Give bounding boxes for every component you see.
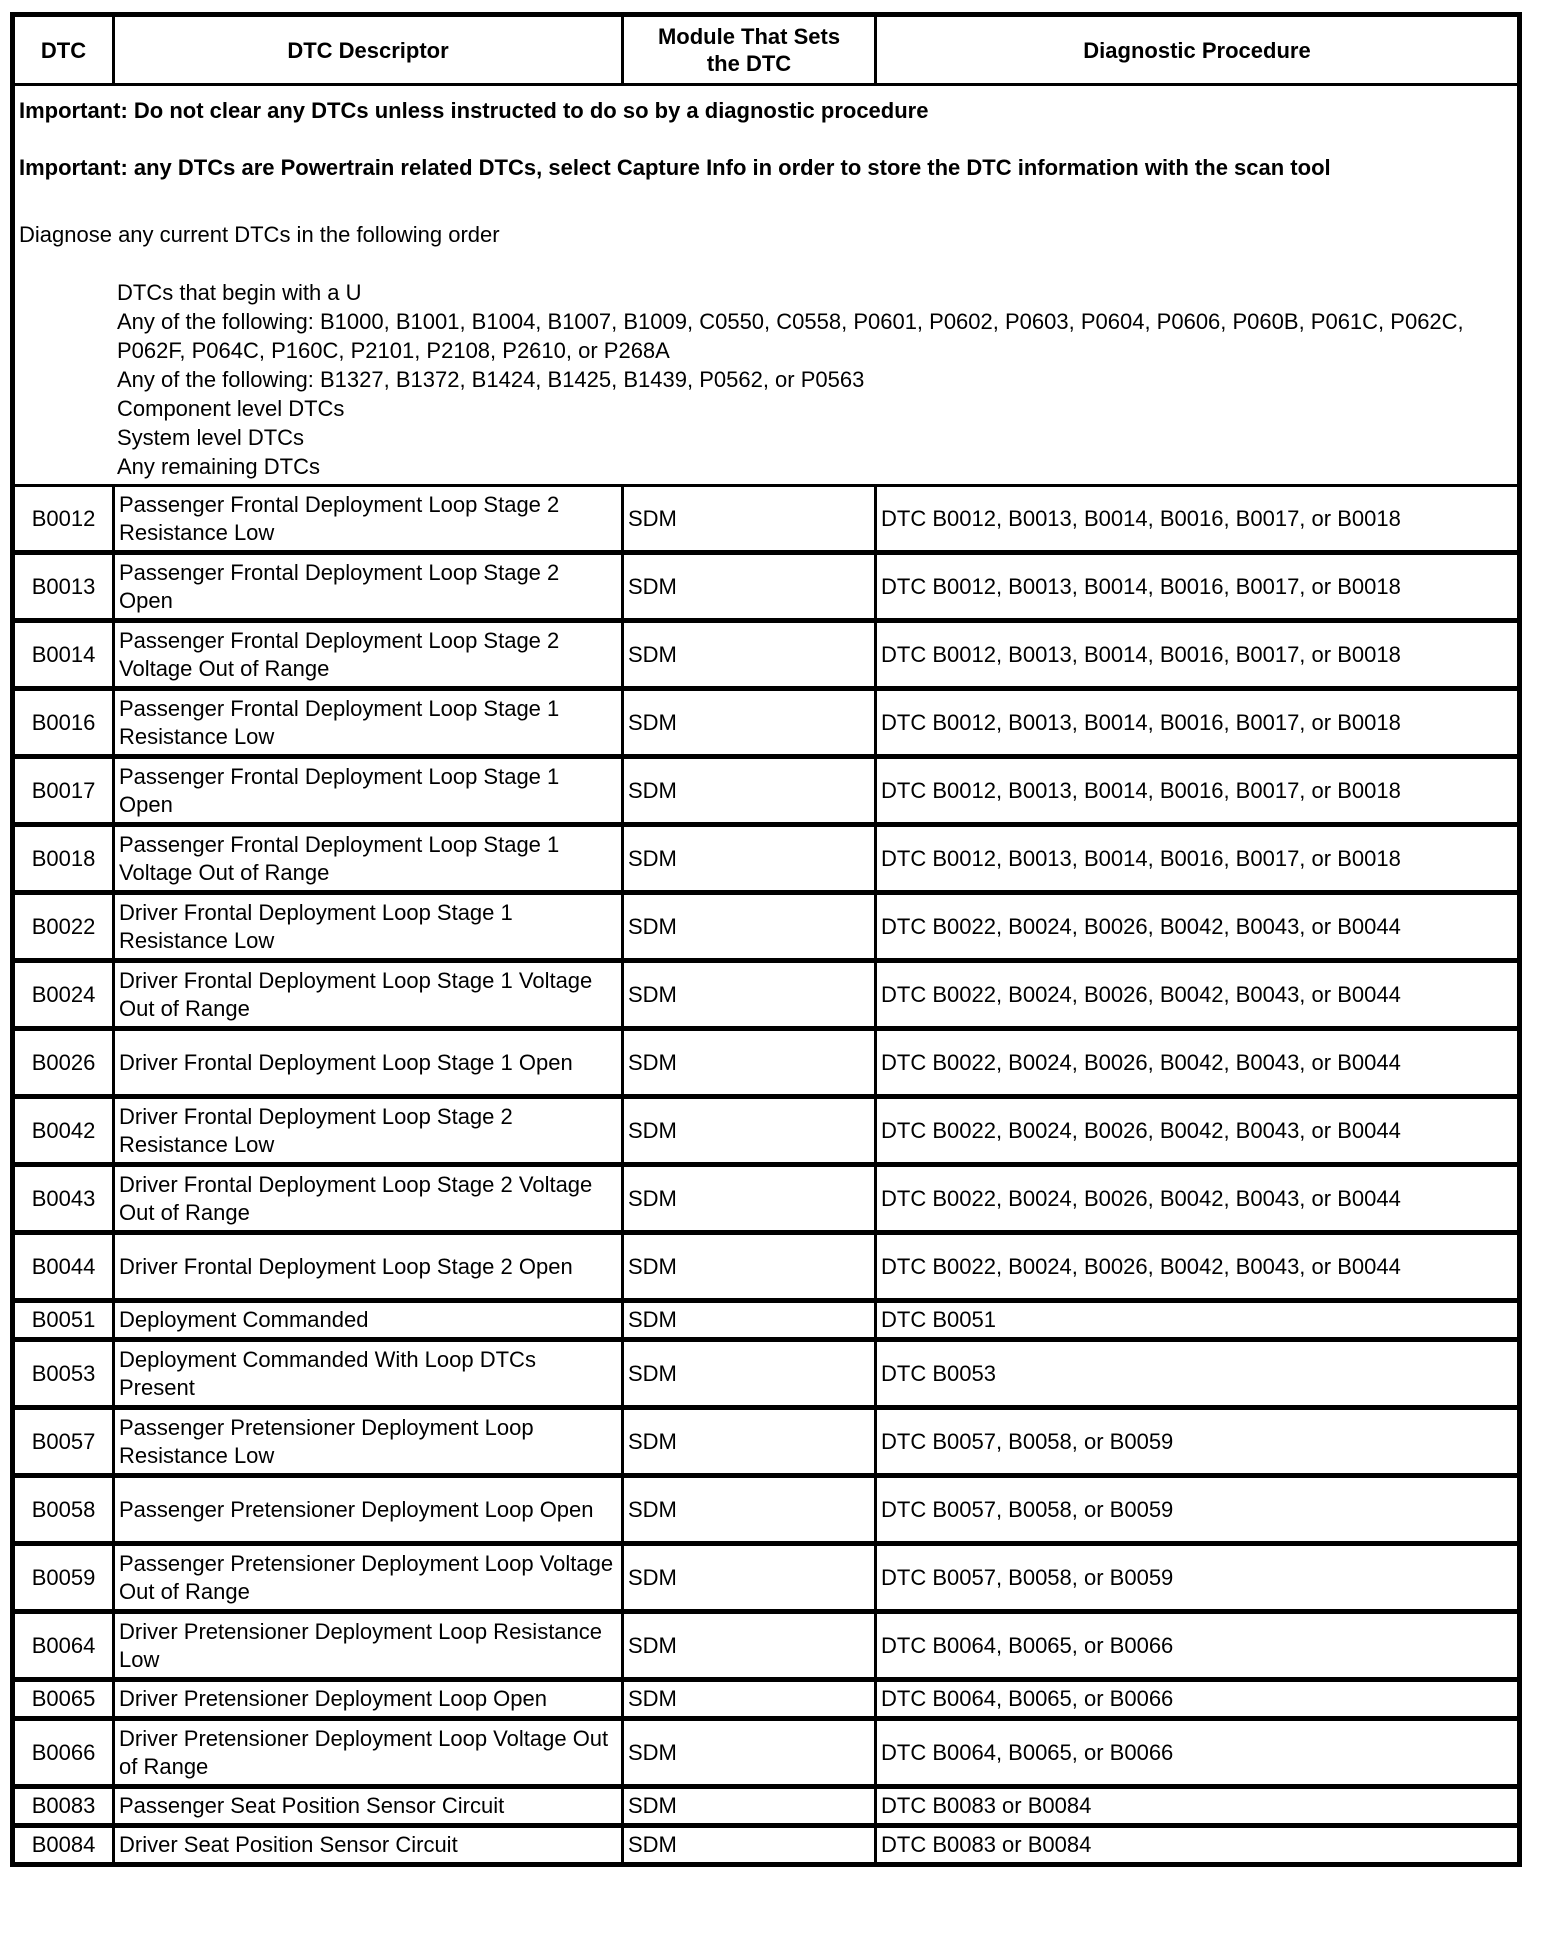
table-header (13, 15, 1520, 85)
dtc-module: SDM (623, 1301, 876, 1340)
dtc-descriptor: Driver Pretensioner Deployment Loop Resistance Low (114, 1612, 623, 1680)
dtc-rows (13, 486, 1520, 1865)
dtc-descriptor: Passenger Pretensioner Deployment Loop Open (114, 1476, 623, 1544)
dtc-procedure: DTC B0012, B0013, B0014, B0016, B0017, or B0018 (876, 757, 1520, 825)
header-module-text: Module That Sets the DTC (657, 24, 841, 76)
dtc-code: B0022 (13, 893, 114, 961)
dtc-module: SDM (623, 1544, 876, 1612)
order-item: DTCs that begin with a U (117, 279, 362, 305)
dtc-module: SDM (623, 1680, 876, 1719)
dtc-code: B0026 (13, 1029, 114, 1097)
dtc-procedure: DTC B0022, B0024, B0026, B0042, B0043, or B0044 (876, 1029, 1520, 1097)
dtc-module: SDM (623, 486, 876, 553)
table-row (13, 1826, 1520, 1865)
order-item: Component level DTCs (117, 395, 345, 421)
dtc-descriptor: Passenger Seat Position Sensor Circuit (114, 1787, 623, 1826)
order-item: Any of the following: B1000, B1001, B1004, B1007, B1009, C0550, C0558, P0601, P0602, P0603, P0604, P0606, P060B, P061C, P062C, P062F, P064C, P160C, P2101, P2108, P2610, or P268A (117, 308, 1464, 363)
dtc-module: SDM (623, 1029, 876, 1097)
dtc-code: B0053 (13, 1340, 114, 1408)
table-row (13, 1165, 1520, 1233)
dtc-module: SDM (623, 1719, 876, 1787)
dtc-descriptor: Passenger Pretensioner Deployment Loop Voltage Out of Range (114, 1544, 623, 1612)
table-row (13, 1680, 1520, 1719)
dtc-procedure: DTC B0057, B0058, or B0059 (876, 1408, 1520, 1476)
dtc-procedure: DTC B0012, B0013, B0014, B0016, B0017, or B0018 (876, 553, 1520, 621)
dtc-module: SDM (623, 757, 876, 825)
dtc-procedure: DTC B0053 (876, 1340, 1520, 1408)
table-row (13, 1787, 1520, 1826)
dtc-procedure: DTC B0022, B0024, B0026, B0042, B0043, or B0044 (876, 893, 1520, 961)
header-procedure: Diagnostic Procedure (876, 15, 1520, 85)
dtc-code: B0083 (13, 1787, 114, 1826)
table-row (13, 553, 1520, 621)
dtc-descriptor: Driver Pretensioner Deployment Loop Voltage Out of Range (114, 1719, 623, 1787)
dtc-module: SDM (623, 961, 876, 1029)
dtc-procedure: DTC B0022, B0024, B0026, B0042, B0043, or B0044 (876, 1097, 1520, 1165)
dtc-descriptor: Passenger Frontal Deployment Loop Stage 1 Resistance Low (114, 689, 623, 757)
dtc-descriptor: Driver Frontal Deployment Loop Stage 1 Open (114, 1029, 623, 1097)
dtc-code: B0043 (13, 1165, 114, 1233)
important-note-2: Important: any DTCs are Powertrain related DTCs, select Capture Info in order to store the DTC information with the scan tool (19, 154, 1331, 180)
dtc-code: B0042 (13, 1097, 114, 1165)
dtc-procedure: DTC B0022, B0024, B0026, B0042, B0043, or B0044 (876, 1165, 1520, 1233)
dtc-code: B0044 (13, 1233, 114, 1301)
dtc-descriptor: Deployment Commanded With Loop DTCs Present (114, 1340, 623, 1408)
dtc-module: SDM (623, 1826, 876, 1865)
dtc-module: SDM (623, 1097, 876, 1165)
header-dtc: DTC (13, 15, 114, 85)
dtc-procedure: DTC B0064, B0065, or B0066 (876, 1612, 1520, 1680)
dtc-descriptor: Passenger Frontal Deployment Loop Stage 2 Voltage Out of Range (114, 621, 623, 689)
dtc-procedure: DTC B0012, B0013, B0014, B0016, B0017, or B0018 (876, 689, 1520, 757)
order-item: Any of the following: B1327, B1372, B1424, B1425, B1439, P0562, or P0563 (117, 366, 865, 392)
diagnose-order-list (19, 278, 1513, 481)
dtc-module: SDM (623, 1408, 876, 1476)
table-row (13, 1097, 1520, 1165)
dtc-code: B0051 (13, 1301, 114, 1340)
dtc-procedure: DTC B0064, B0065, or B0066 (876, 1680, 1520, 1719)
dtc-descriptor: Driver Frontal Deployment Loop Stage 1 Voltage Out of Range (114, 961, 623, 1029)
dtc-code: B0024 (13, 961, 114, 1029)
dtc-module: SDM (623, 1476, 876, 1544)
dtc-descriptor: Driver Frontal Deployment Loop Stage 2 Resistance Low (114, 1097, 623, 1165)
order-item: Any remaining DTCs (117, 453, 320, 479)
dtc-code: B0016 (13, 689, 114, 757)
dtc-module: SDM (623, 825, 876, 893)
table-row (13, 757, 1520, 825)
dtc-descriptor: Passenger Frontal Deployment Loop Stage 2 Open (114, 553, 623, 621)
dtc-module: SDM (623, 1165, 876, 1233)
dtc-procedure: DTC B0022, B0024, B0026, B0042, B0043, or B0044 (876, 1233, 1520, 1301)
table-row (13, 1340, 1520, 1408)
dtc-descriptor: Driver Frontal Deployment Loop Stage 2 Open (114, 1233, 623, 1301)
table-row (13, 689, 1520, 757)
dtc-module: SDM (623, 553, 876, 621)
dtc-code: B0013 (13, 553, 114, 621)
dtc-descriptor: Driver Seat Position Sensor Circuit (114, 1826, 623, 1865)
dtc-procedure: DTC B0012, B0013, B0014, B0016, B0017, or B0018 (876, 486, 1520, 553)
order-item: System level DTCs (117, 424, 305, 450)
dtc-procedure: DTC B0051 (876, 1301, 1520, 1340)
dtc-descriptor: Passenger Frontal Deployment Loop Stage 1 Open (114, 757, 623, 825)
dtc-module: SDM (623, 893, 876, 961)
important-note-1: Important: Do not clear any DTCs unless instructed to do so by a diagnostic procedure (19, 97, 929, 123)
dtc-module: SDM (623, 689, 876, 757)
dtc-descriptor: Passenger Frontal Deployment Loop Stage 1 Voltage Out of Range (114, 825, 623, 893)
dtc-descriptor: Driver Frontal Deployment Loop Stage 1 Resistance Low (114, 893, 623, 961)
table-row (13, 1233, 1520, 1301)
dtc-procedure: DTC B0083 or B0084 (876, 1826, 1520, 1865)
dtc-code: B0059 (13, 1544, 114, 1612)
table-row (13, 621, 1520, 689)
table-row (13, 825, 1520, 893)
table-row (13, 1612, 1520, 1680)
dtc-procedure: DTC B0012, B0013, B0014, B0016, B0017, or B0018 (876, 621, 1520, 689)
dtc-procedure: DTC B0083 or B0084 (876, 1787, 1520, 1826)
dtc-code: B0064 (13, 1612, 114, 1680)
diagnose-order-intro: Diagnose any current DTCs in the following order (19, 221, 500, 247)
table-row (13, 893, 1520, 961)
dtc-descriptor: Passenger Frontal Deployment Loop Stage 2 Resistance Low (114, 486, 623, 553)
dtc-module: SDM (623, 621, 876, 689)
dtc-descriptor: Passenger Pretensioner Deployment Loop Resistance Low (114, 1408, 623, 1476)
dtc-code: B0065 (13, 1680, 114, 1719)
header-module (623, 15, 876, 85)
table-row (13, 1408, 1520, 1476)
dtc-code: B0066 (13, 1719, 114, 1787)
notes-block (13, 85, 1520, 486)
table-row (13, 1476, 1520, 1544)
dtc-procedure: DTC B0057, B0058, or B0059 (876, 1544, 1520, 1612)
dtc-code: B0012 (13, 486, 114, 553)
dtc-code: B0017 (13, 757, 114, 825)
dtc-code: B0058 (13, 1476, 114, 1544)
dtc-module: SDM (623, 1612, 876, 1680)
dtc-descriptor: Driver Frontal Deployment Loop Stage 2 Voltage Out of Range (114, 1165, 623, 1233)
table-row (13, 1544, 1520, 1612)
dtc-code: B0014 (13, 621, 114, 689)
dtc-procedure: DTC B0064, B0065, or B0066 (876, 1719, 1520, 1787)
dtc-code: B0084 (13, 1826, 114, 1865)
table-row (13, 1301, 1520, 1340)
dtc-descriptor: Driver Pretensioner Deployment Loop Open (114, 1680, 623, 1719)
dtc-module: SDM (623, 1233, 876, 1301)
table-row (13, 961, 1520, 1029)
table-row (13, 486, 1520, 553)
dtc-module: SDM (623, 1787, 876, 1826)
dtc-module: SDM (623, 1340, 876, 1408)
dtc-table (10, 12, 1522, 1867)
header-descriptor: DTC Descriptor (114, 15, 623, 85)
dtc-descriptor: Deployment Commanded (114, 1301, 623, 1340)
dtc-procedure: DTC B0022, B0024, B0026, B0042, B0043, or B0044 (876, 961, 1520, 1029)
dtc-code: B0057 (13, 1408, 114, 1476)
dtc-code: B0018 (13, 825, 114, 893)
dtc-procedure: DTC B0012, B0013, B0014, B0016, B0017, or B0018 (876, 825, 1520, 893)
table-row (13, 1029, 1520, 1097)
table-row (13, 1719, 1520, 1787)
dtc-procedure: DTC B0057, B0058, or B0059 (876, 1476, 1520, 1544)
